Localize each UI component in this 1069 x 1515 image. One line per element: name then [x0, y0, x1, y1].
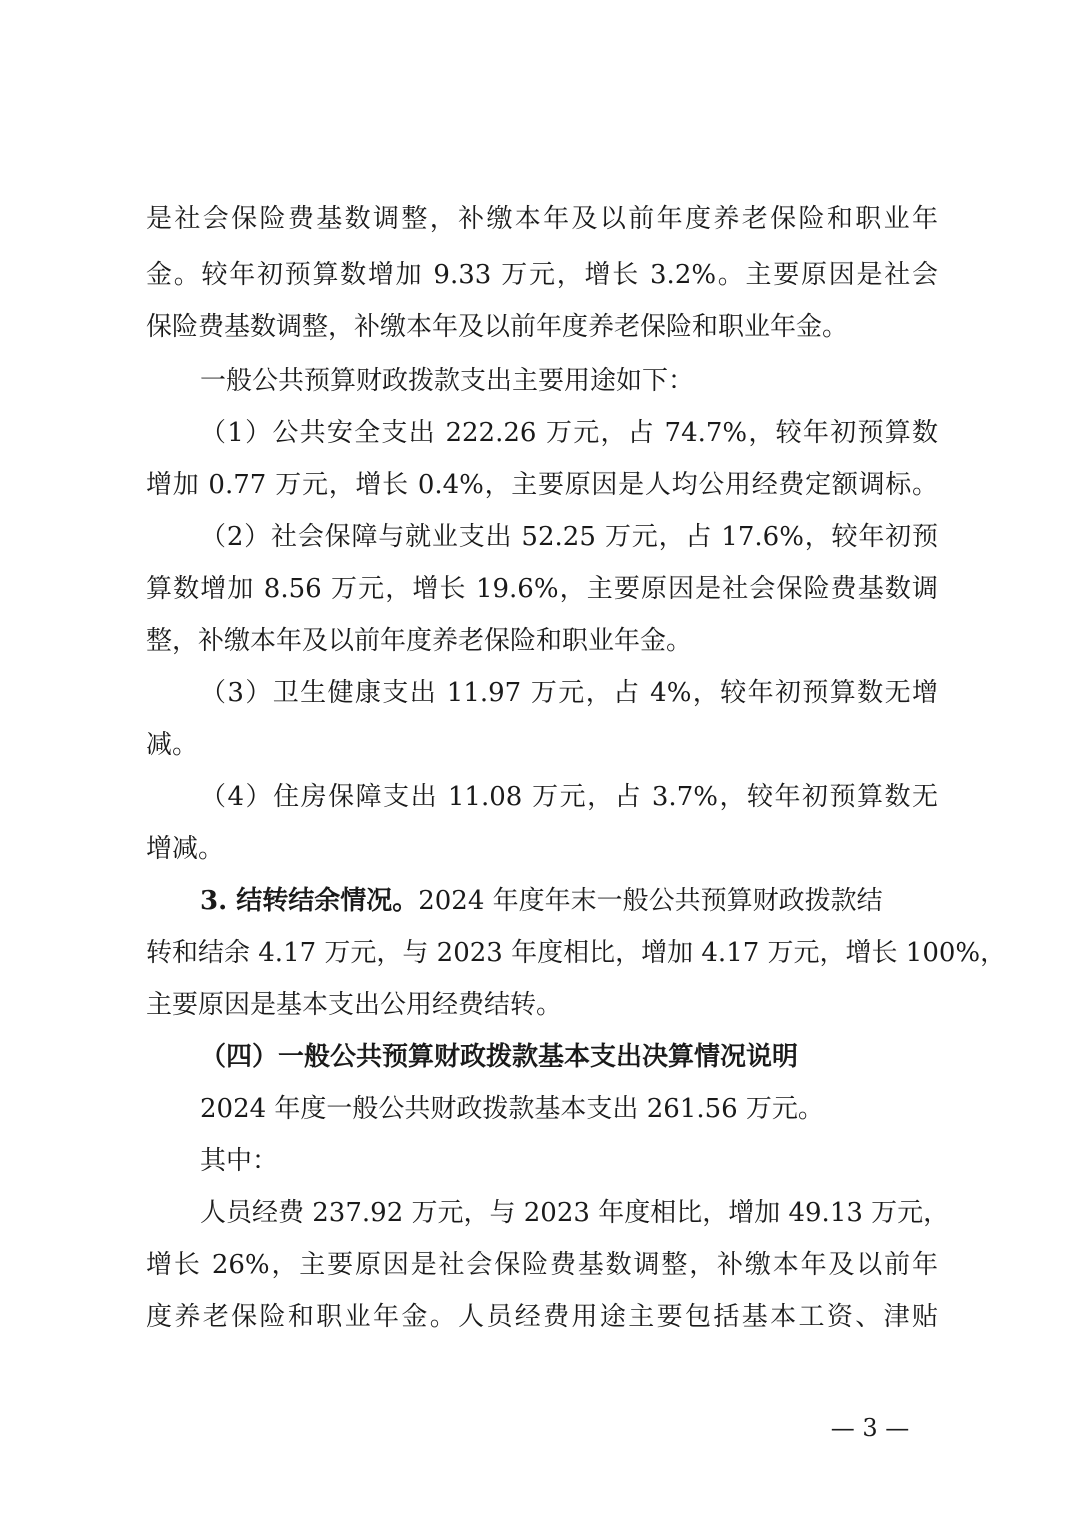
- paragraph-line: （1）公共安全支出 222.26 万元，占 74.7%，较年初预算数: [200, 418, 938, 448]
- paragraph-line: （2）社会保障与就业支出 52.25 万元，占 17.6%，较年初预: [200, 522, 938, 552]
- paragraph-line: 保险费基数调整，补缴本年及以前年度养老保险和职业年金。: [146, 312, 849, 342]
- paragraph-line: 转和结余 4.17 万元，与 2023 年度相比，增加 4.17 万元，增长 100%，: [146, 938, 1007, 968]
- paragraph-line: 增长 26%，主要原因是社会保险费基数调整，补缴本年及以前年: [146, 1250, 938, 1280]
- paragraph-line: 主要原因是基本支出公用经费结转。: [146, 990, 563, 1020]
- paragraph-line: 一般公共预算财政拨款支出主要用途如下：: [200, 366, 695, 396]
- paragraph-line: 2024 年度一般公共财政拨款基本支出 261.56 万元。: [200, 1094, 824, 1124]
- page-number: — 3 —: [830, 1414, 910, 1442]
- paragraph-line: （4）住房保障支出 11.08 万元，占 3.7%，较年初预算数无: [200, 782, 938, 812]
- paragraph-line: 减。: [146, 730, 199, 760]
- section-text: 2024 年度年末一般公共预算财政拨款结: [418, 886, 883, 916]
- paragraph-line: 是社会保险费基数调整，补缴本年及以前年度养老保险和职业年: [146, 204, 938, 234]
- paragraph-line: 算数增加 8.56 万元，增长 19.6%，主要原因是社会保险费基数调: [146, 574, 938, 604]
- paragraph-line: 度养老保险和职业年金。人员经费用途主要包括基本工资、津贴: [146, 1302, 938, 1332]
- paragraph-line: 增减。: [146, 834, 225, 864]
- paragraph-line: 金。较年初预算数增加 9.33 万元，增长 3.2%。主要原因是社会: [146, 260, 938, 290]
- paragraph-line: 整，补缴本年及以前年度养老保险和职业年金。: [146, 626, 693, 656]
- section-heading: （四）一般公共预算财政拨款基本支出决算情况说明: [200, 1042, 799, 1072]
- paragraph-line: [200, 884, 938, 918]
- section-label: 3. 结转结余情况。: [200, 886, 419, 916]
- paragraph-line: （3）卫生健康支出 11.97 万元，占 4%，较年初预算数无增: [200, 678, 938, 708]
- paragraph-line: 增加 0.77 万元，增长 0.4%，主要原因是人均公用经费定额调标。: [146, 470, 938, 500]
- paragraph-line: 其中：: [200, 1146, 279, 1176]
- paragraph-line: 人员经费 237.92 万元，与 2023 年度相比，增加 49.13 万元，: [200, 1198, 950, 1228]
